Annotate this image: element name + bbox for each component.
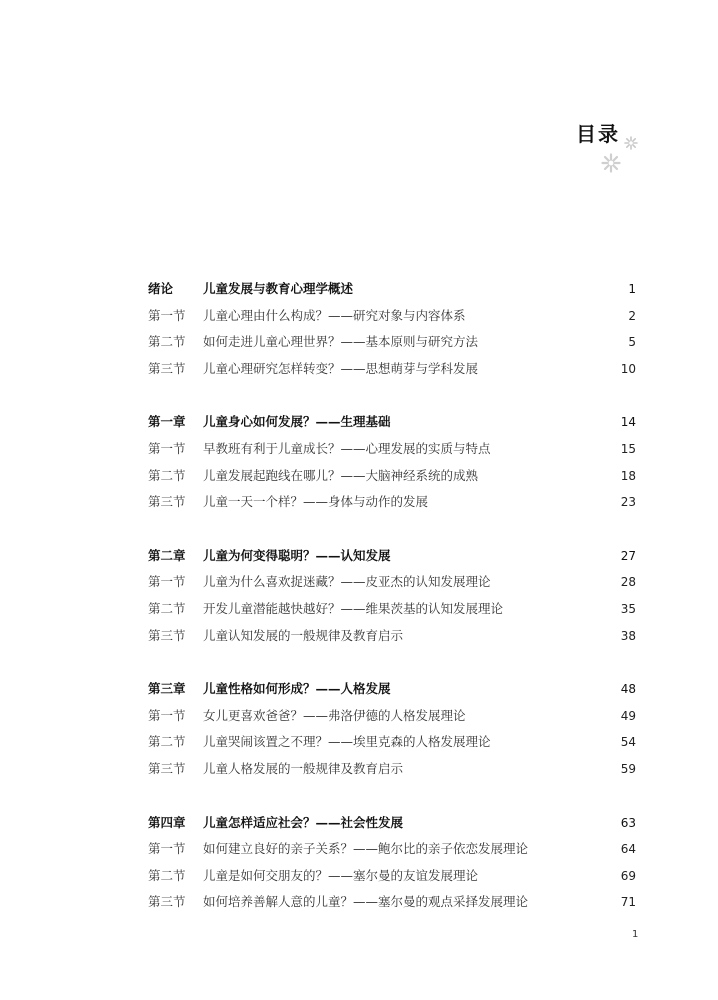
toc-entry-label: 第三章 — [148, 681, 186, 697]
toc-entry-page: 63 — [620, 815, 636, 830]
toc-section-entry[interactable] — [148, 889, 638, 916]
toc-entry-title: 儿童怎样适应社会？——社会性发展 — [203, 814, 404, 830]
toc-entry-title: 儿童人格发展的一般规律及教育启示 — [203, 760, 404, 776]
toc-entry-label: 第一节 — [148, 707, 186, 723]
toc-entry-page: 23 — [620, 495, 636, 510]
toc-section-entry[interactable] — [148, 703, 638, 730]
toc-chapter-group — [148, 676, 638, 782]
page-number: 1 — [632, 929, 639, 940]
table-of-contents — [148, 276, 638, 943]
toc-chapter-entry[interactable] — [148, 276, 638, 303]
toc-entry-title: 儿童身心如何发展？——生理基础 — [203, 414, 391, 430]
toc-entry-page: 48 — [620, 682, 636, 697]
toc-section-entry[interactable] — [148, 303, 638, 330]
toc-entry-page: 15 — [620, 441, 636, 456]
toc-section-entry[interactable] — [148, 569, 638, 596]
flower-icon — [601, 153, 621, 173]
toc-entry-label: 第二节 — [148, 867, 186, 883]
toc-entry-page: 69 — [620, 868, 636, 883]
toc-entry-title: 儿童发展起跑线在哪儿？——大脑神经系统的成熟 — [203, 467, 479, 483]
toc-entry-page: 71 — [620, 895, 636, 910]
toc-section-entry[interactable] — [148, 463, 638, 490]
toc-section-entry[interactable] — [148, 356, 638, 383]
toc-entry-title: 儿童一天一个样？——身体与动作的发展 — [203, 494, 429, 510]
toc-entry-label: 第四章 — [148, 814, 186, 830]
toc-chapter-group — [148, 543, 638, 649]
toc-entry-label: 第一节 — [148, 440, 186, 456]
toc-section-entry[interactable] — [148, 863, 638, 890]
toc-entry-label: 第一节 — [148, 307, 186, 323]
toc-entry-page: 5 — [628, 335, 636, 350]
toc-entry-page: 27 — [620, 548, 636, 563]
toc-entry-title: 如何建立良好的亲子关系？——鲍尔比的亲子依恋发展理论 — [203, 841, 529, 857]
toc-entry-label: 第三节 — [148, 360, 186, 376]
toc-entry-label: 第二节 — [148, 334, 186, 350]
toc-entry-title: 儿童为什么喜欢捉迷藏？——皮亚杰的认知发展理论 — [203, 574, 491, 590]
toc-entry-page: 28 — [620, 575, 636, 590]
toc-entry-label: 第三节 — [148, 494, 186, 510]
toc-entry-label: 第二章 — [148, 547, 186, 563]
toc-chapter-group — [148, 409, 638, 515]
toc-entry-page: 10 — [620, 361, 636, 376]
toc-entry-label: 第三节 — [148, 760, 186, 776]
toc-entry-title: 早教班有利于儿童成长？——心理发展的实质与特点 — [203, 440, 491, 456]
toc-entry-title: 儿童认知发展的一般规律及教育启示 — [203, 627, 404, 643]
toc-section-entry[interactable] — [148, 729, 638, 756]
toc-chapter-group — [148, 810, 638, 916]
toc-entry-title: 儿童心理研究怎样转变？——思想萌芽与学科发展 — [203, 360, 479, 376]
toc-entry-label: 第二节 — [148, 734, 186, 750]
toc-entry-title: 儿童心理由什么构成？——研究对象与内容体系 — [203, 307, 466, 323]
toc-entry-title: 儿童发展与教育心理学概述 — [203, 281, 354, 296]
flower-icon — [624, 136, 638, 150]
toc-entry-page: 18 — [620, 468, 636, 483]
toc-entry-page: 49 — [620, 708, 636, 723]
toc-entry-label: 绪论 — [148, 281, 174, 296]
toc-entry-label: 第三节 — [148, 627, 186, 643]
toc-entry-label: 第二节 — [148, 600, 186, 616]
toc-chapter-entry[interactable] — [148, 676, 638, 703]
toc-chapter-entry[interactable] — [148, 543, 638, 570]
toc-entry-page: 54 — [620, 735, 636, 750]
toc-entry-label: 第一节 — [148, 574, 186, 590]
toc-entry-page: 14 — [620, 415, 636, 430]
toc-entry-title: 儿童性格如何形成？——人格发展 — [203, 681, 391, 697]
toc-entry-label: 第一节 — [148, 841, 186, 857]
toc-entry-label: 第二节 — [148, 467, 186, 483]
toc-entry-page: 59 — [620, 761, 636, 776]
toc-chapter-entry[interactable] — [148, 810, 638, 837]
toc-entry-page: 2 — [628, 308, 636, 323]
toc-entry-page: 1 — [628, 282, 636, 296]
toc-entry-title: 开发儿童潜能越快越好？——维果茨基的认知发展理论 — [203, 600, 504, 616]
toc-chapter-group — [148, 276, 638, 382]
toc-entry-title: 儿童哭闹该置之不理？——埃里克森的人格发展理论 — [203, 734, 491, 750]
toc-section-entry[interactable] — [148, 436, 638, 463]
toc-entry-page: 64 — [620, 842, 636, 857]
toc-entry-label: 第一章 — [148, 414, 186, 430]
toc-entry-label: 第三节 — [148, 894, 186, 910]
toc-section-entry[interactable] — [148, 329, 638, 356]
page-title: 目录 — [576, 122, 620, 146]
toc-entry-title: 如何走进儿童心理世界？——基本原则与研究方法 — [203, 334, 479, 350]
toc-entry-page: 38 — [620, 628, 636, 643]
toc-entry-title: 儿童是如何交朋友的？——塞尔曼的友谊发展理论 — [203, 867, 479, 883]
toc-entry-title: 如何培养善解人意的儿童？——塞尔曼的观点采择发展理论 — [203, 894, 529, 910]
toc-section-entry[interactable] — [148, 756, 638, 783]
toc-chapter-entry[interactable] — [148, 409, 638, 436]
toc-entry-title: 女儿更喜欢爸爸？——弗洛伊德的人格发展理论 — [203, 707, 466, 723]
toc-entry-page: 35 — [620, 601, 636, 616]
toc-entry-title: 儿童为何变得聪明？——认知发展 — [203, 547, 391, 563]
toc-section-entry[interactable] — [148, 489, 638, 516]
toc-section-entry[interactable] — [148, 836, 638, 863]
toc-section-entry[interactable] — [148, 623, 638, 650]
toc-section-entry[interactable] — [148, 596, 638, 623]
